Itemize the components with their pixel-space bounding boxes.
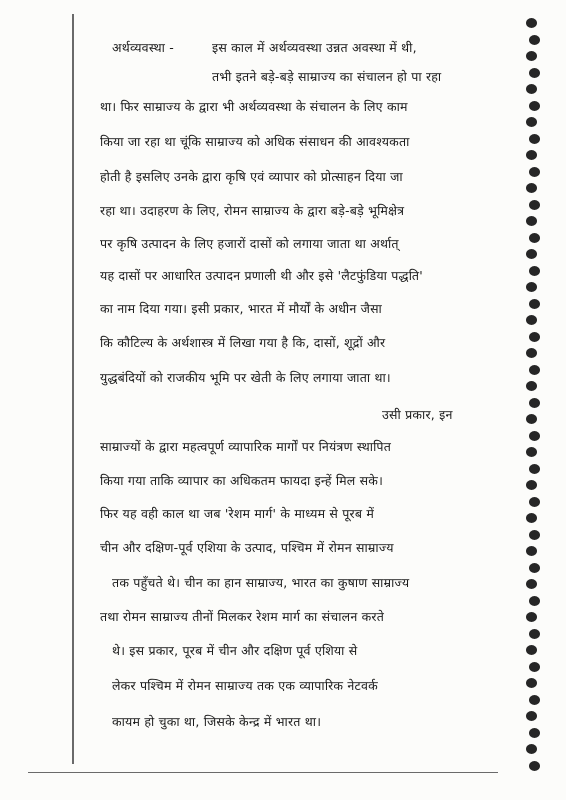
spiral-hole — [526, 612, 537, 622]
spiral-hole — [529, 431, 540, 441]
text-line-18: तथा रोमन साम्राज्य तीनों मिलकर रेशम मार्ग का संचालन करते — [100, 609, 385, 624]
section-heading: अर्थव्यवस्था - — [112, 40, 174, 55]
text-line-20: लेकर पश्चिम में रोमन साम्राज्य तक एक व्यापारिक नेटवर्क — [112, 678, 378, 693]
spiral-hole — [529, 266, 540, 276]
spiral-hole — [529, 695, 540, 705]
spiral-hole — [529, 629, 540, 639]
spiral-hole — [529, 35, 540, 45]
spiral-hole — [526, 579, 537, 589]
text-line-12: उसी प्रकार, इन — [382, 407, 453, 422]
spiral-hole — [529, 728, 540, 738]
spiral-hole — [529, 596, 540, 606]
text-line-21: कायम हो चुका था, जिसके केन्द्र में भारत था। — [112, 714, 322, 729]
text-line-13: साम्राज्यों के द्वारा महत्वपूर्ण व्यापारिक मार्गों पर नियंत्रण स्थापित — [100, 439, 392, 454]
bottom-rule — [28, 772, 498, 773]
text-line-4: किया जा रहा था चूंकि साम्राज्य को अधिक संसाधन की आवश्यकता — [100, 134, 410, 149]
text-line-2: तभी इतने बड़े-बड़े साम्राज्य का संचालन हो पा रहा — [212, 69, 442, 84]
text-line-1: इस काल में अर्थव्यवस्था उन्नत अवस्था में थी, — [212, 40, 417, 55]
spiral-hole — [526, 414, 537, 424]
spiral-hole — [529, 68, 540, 78]
text-line-10: कि कौटिल्य के अर्थशास्त्र में लिखा गया है कि, दासों, शूद्रों और — [100, 335, 386, 350]
spiral-hole — [526, 117, 537, 127]
spiral-hole — [529, 134, 540, 144]
spiral-hole — [529, 464, 540, 474]
spiral-binding — [520, 10, 550, 790]
spiral-hole — [526, 216, 537, 226]
text-line-17: तक पहुँचते थे। चीन का हान साम्राज्य, भारत का कुषाण साम्राज्य — [112, 575, 410, 590]
spiral-hole — [526, 447, 537, 457]
text-line-5: होती है इसलिए उनके द्वारा कृषि एवं व्यापार को प्रोत्साहन दिया जा — [100, 169, 403, 184]
spiral-hole — [529, 365, 540, 375]
spiral-hole — [526, 381, 537, 391]
spiral-hole — [526, 51, 537, 61]
spiral-hole — [526, 348, 537, 358]
spiral-hole — [529, 299, 540, 309]
spiral-hole — [529, 563, 540, 573]
spiral-hole — [526, 744, 537, 754]
spiral-hole — [526, 645, 537, 655]
text-line-15: फिर यह वही काल था जब 'रेशम मार्ग' के माध्यम से पूरब में — [100, 506, 375, 521]
spiral-hole — [529, 530, 540, 540]
spiral-hole — [526, 546, 537, 556]
spiral-hole — [526, 480, 537, 490]
spiral-hole — [526, 84, 537, 94]
spiral-hole — [526, 315, 537, 325]
text-line-8: यह दासों पर आधारित उत्पादन प्रणाली थी और इसे 'लैटफुंडिया पद्धति' — [100, 268, 423, 283]
text-line-16: चीन और दक्षिण-पूर्व एशिया के उत्पाद, पश्चिम में रोमन साम्राज्य — [100, 540, 394, 555]
text-line-19: थे। इस प्रकार, पूरब में चीन और दक्षिण पूर्व एशिया से — [112, 643, 358, 658]
spiral-hole — [526, 711, 537, 721]
spiral-hole — [526, 18, 537, 28]
spiral-hole — [526, 282, 537, 292]
spiral-hole — [529, 233, 540, 243]
spiral-hole — [526, 249, 537, 259]
spiral-hole — [526, 513, 537, 523]
text-line-14: किया गया ताकि व्यापार का अधिकतम फायदा इन्हें मिल सके। — [100, 473, 384, 488]
spiral-hole — [529, 167, 540, 177]
text-line-3: था। फिर साम्राज्य के द्वारा भी अर्थव्यवस्था के संचालन के लिए काम — [100, 99, 408, 114]
spiral-hole — [529, 200, 540, 210]
spiral-hole — [526, 150, 537, 160]
spiral-hole — [526, 678, 537, 688]
spiral-hole — [529, 398, 540, 408]
spiral-hole — [529, 101, 540, 111]
text-line-6: रहा था। उदाहरण के लिए, रोमन साम्राज्य के द्वारा बड़े-बड़े भूमिक्षेत्र — [100, 203, 405, 218]
margin-line — [72, 14, 74, 764]
text-line-11: युद्धबंदियों को राजकीय भूमि पर खेती के लिए लगाया जाता था। — [100, 370, 391, 385]
text-line-9: का नाम दिया गया। इसी प्रकार, भारत में मौर्यों के अधीन जैसा — [100, 301, 382, 316]
spiral-hole — [529, 662, 540, 672]
spiral-hole — [526, 183, 537, 193]
spiral-hole — [529, 497, 540, 507]
spiral-hole — [529, 332, 540, 342]
spiral-hole — [529, 761, 540, 771]
text-line-7: पर कृषि उत्पादन के लिए हजारों दासों को लगाया जाता था अर्थात् — [100, 236, 399, 251]
